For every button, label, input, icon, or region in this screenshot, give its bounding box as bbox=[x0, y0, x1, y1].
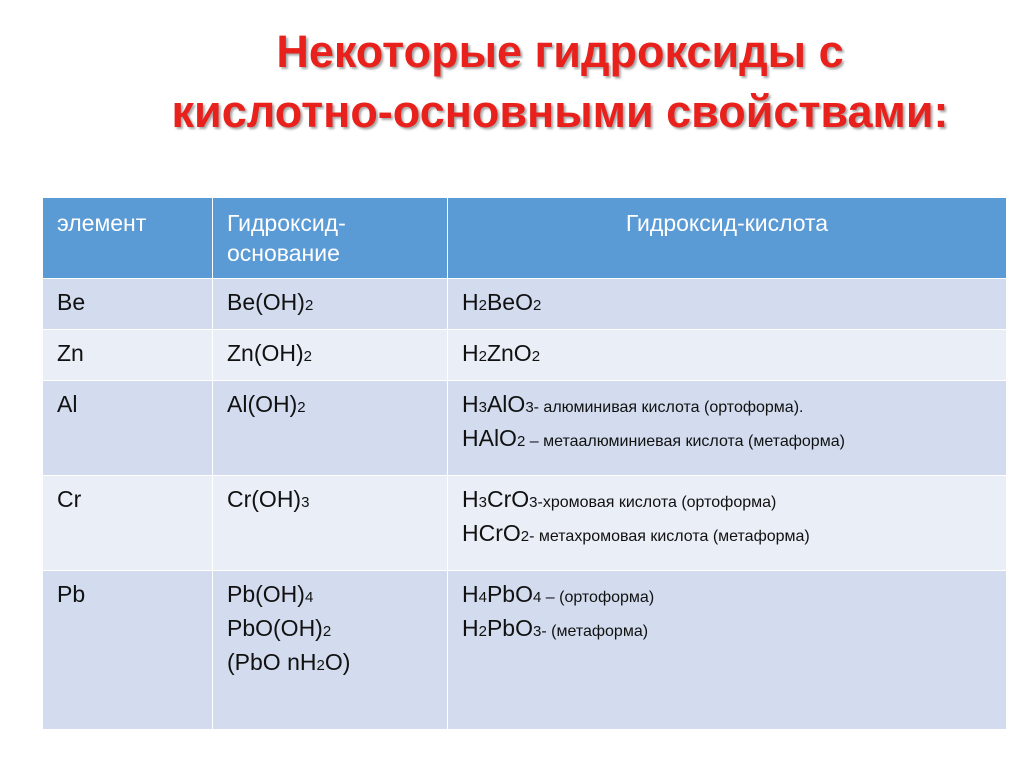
cell-acid bbox=[448, 571, 1007, 730]
formula-subscript: 3 bbox=[533, 623, 542, 640]
table-row bbox=[43, 279, 1007, 330]
formula-subscript: 3 bbox=[301, 494, 310, 511]
acid-note: - алюминивая кислота (ортоформа). bbox=[533, 399, 804, 416]
acid-note: - (метаформа) bbox=[541, 623, 649, 640]
table-row bbox=[43, 476, 1007, 571]
acid-formula bbox=[462, 423, 992, 457]
formula-text: Pb(OH) bbox=[227, 581, 305, 607]
base-formula bbox=[227, 647, 433, 681]
formula-subscript: 2 bbox=[322, 623, 332, 640]
formula-text: PbO(OH) bbox=[227, 615, 323, 641]
acid-formula bbox=[462, 613, 992, 647]
cell-element: Cr bbox=[43, 476, 213, 571]
formula-text: H bbox=[462, 391, 479, 417]
base-formula bbox=[227, 613, 433, 647]
formula-text: AlO bbox=[486, 391, 526, 417]
formula-subscript: 2 bbox=[297, 399, 306, 416]
acid-note: -хромовая кислота (ортоформа) bbox=[537, 494, 777, 511]
hydroxides-table bbox=[42, 197, 1007, 730]
cell-element: Be bbox=[43, 279, 213, 330]
cell-acid bbox=[448, 476, 1007, 571]
formula-text: H bbox=[462, 340, 479, 366]
formula-text: PbO bbox=[486, 615, 533, 641]
formula-subscript: 3 bbox=[478, 494, 487, 511]
formula-subscript: 2 bbox=[533, 297, 542, 314]
cell-base bbox=[213, 381, 448, 476]
formula-subscript: 4 bbox=[304, 589, 314, 606]
cell-base bbox=[213, 476, 448, 571]
cell-element: Pb bbox=[43, 571, 213, 730]
slide-title bbox=[60, 22, 1024, 142]
formula-subscript: 2 bbox=[478, 297, 487, 314]
formula-subscript: 2 bbox=[516, 433, 526, 450]
formula-text: CrO bbox=[486, 486, 530, 512]
formula-text: H bbox=[462, 615, 479, 641]
base-formula bbox=[227, 338, 433, 372]
formula-text: HAlO bbox=[462, 425, 517, 451]
formula-subscript: 3 bbox=[525, 399, 534, 416]
base-formula bbox=[227, 484, 433, 518]
acid-formula bbox=[462, 484, 992, 518]
formula-text: (PbO nH bbox=[227, 649, 317, 675]
formula-subscript: 2 bbox=[316, 657, 325, 674]
header-acid: Гидроксид-кислота bbox=[448, 198, 1007, 279]
formula-subscript: 4 bbox=[478, 589, 487, 606]
formula-subscript: 4 bbox=[533, 589, 542, 606]
cell-acid bbox=[448, 330, 1007, 381]
acid-formula bbox=[462, 579, 992, 613]
formula-text: O) bbox=[324, 649, 351, 675]
table-header-row bbox=[43, 198, 1007, 279]
cell-base bbox=[213, 279, 448, 330]
title-line-1: Некоторые гидроксиды с bbox=[276, 26, 844, 77]
formula-text: H bbox=[462, 486, 479, 512]
formula-text: Be(OH) bbox=[227, 289, 305, 315]
table-row bbox=[43, 381, 1007, 476]
cell-acid bbox=[448, 381, 1007, 476]
formula-text: BeO bbox=[486, 289, 533, 315]
formula-text: Al(OH) bbox=[227, 391, 298, 417]
formula-subscript: 2 bbox=[478, 348, 487, 365]
formula-subscript: 2 bbox=[520, 528, 530, 545]
cell-element: Al bbox=[43, 381, 213, 476]
table-row bbox=[43, 571, 1007, 730]
acid-note: – (ортоформа) bbox=[541, 589, 655, 606]
base-formula bbox=[227, 579, 433, 613]
formula-text: Zn(OH) bbox=[227, 340, 304, 366]
cell-element: Zn bbox=[43, 330, 213, 381]
formula-subscript: 2 bbox=[531, 348, 541, 365]
base-formula bbox=[227, 389, 433, 423]
formula-text: H bbox=[462, 289, 479, 315]
title-line-2: кислотно-основными свойствами: bbox=[171, 86, 949, 137]
base-formula bbox=[227, 287, 433, 321]
acid-formula bbox=[462, 338, 992, 372]
formula-subscript: 2 bbox=[303, 348, 313, 365]
acid-note: - метахромовая кислота (метаформа) bbox=[529, 528, 810, 545]
header-base: Гидроксид-основание bbox=[213, 198, 448, 279]
cell-base bbox=[213, 571, 448, 730]
formula-text: Cr(OH) bbox=[227, 486, 302, 512]
formula-subscript: 3 bbox=[529, 494, 538, 511]
formula-subscript: 3 bbox=[478, 399, 487, 416]
acid-formula bbox=[462, 287, 992, 321]
formula-text: ZnO bbox=[486, 340, 532, 366]
table-body bbox=[43, 279, 1007, 730]
formula-text: H bbox=[462, 581, 479, 607]
formula-text: HCrO bbox=[462, 520, 521, 546]
acid-note: – метаалюминиевая кислота (метаформа) bbox=[525, 433, 845, 450]
formula-text: PbO bbox=[486, 581, 533, 607]
cell-acid bbox=[448, 279, 1007, 330]
cell-base bbox=[213, 330, 448, 381]
acid-formula bbox=[462, 518, 992, 552]
acid-formula bbox=[462, 389, 992, 423]
formula-subscript: 2 bbox=[478, 623, 487, 640]
header-element: элемент bbox=[43, 198, 213, 279]
formula-subscript: 2 bbox=[304, 297, 314, 314]
table-row bbox=[43, 330, 1007, 381]
